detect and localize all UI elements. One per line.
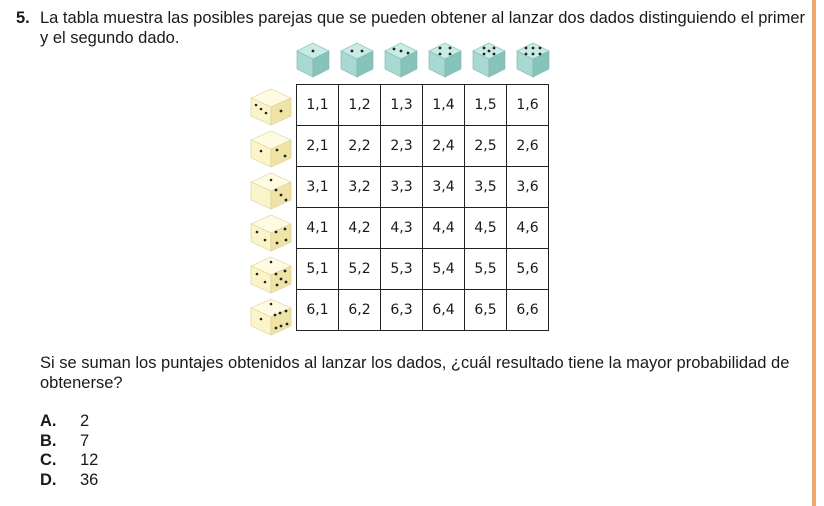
die-icon	[338, 40, 376, 80]
table-cell: 2,5	[465, 126, 507, 167]
die-icon	[248, 212, 294, 254]
table-cell: 5,1	[297, 249, 339, 290]
die-icon	[248, 170, 294, 212]
prompt-line2: obtenerse?	[40, 374, 123, 392]
table-cell: 3,5	[465, 167, 507, 208]
table-cell: 1,1	[297, 85, 339, 126]
table-cell: 6,1	[297, 290, 339, 331]
table-row	[297, 208, 549, 249]
table-cell: 4,6	[507, 208, 549, 249]
option-b[interactable]	[40, 432, 98, 452]
table-cell: 2,6	[507, 126, 549, 167]
option-letter: D.	[40, 470, 57, 489]
outcomes-table	[296, 84, 549, 331]
option-a[interactable]	[40, 412, 98, 432]
option-letter: B.	[40, 431, 57, 450]
table-cell: 6,3	[381, 290, 423, 331]
margin-rule	[812, 0, 816, 506]
question-number: 5.	[16, 9, 30, 27]
question-text-line1: La tabla muestra las posibles parejas que se pueden obtener al lanzar dos dados distinguiendo el primer	[40, 9, 805, 27]
option-value: 12	[80, 451, 99, 469]
die-icon	[514, 40, 552, 80]
table-cell: 4,5	[465, 208, 507, 249]
table-cell: 5,4	[423, 249, 465, 290]
table-cell: 1,4	[423, 85, 465, 126]
die-icon	[248, 86, 294, 128]
table-cell: 6,2	[339, 290, 381, 331]
option-letter: A.	[40, 412, 57, 430]
option-c[interactable]	[40, 451, 98, 471]
table-cell: 2,2	[339, 126, 381, 167]
table-cell: 3,2	[339, 167, 381, 208]
table-cell: 1,5	[465, 85, 507, 126]
table-cell: 3,3	[381, 167, 423, 208]
prompt-line1: Si se suman los puntajes obtenidos al lanzar los dados, ¿cuál resultado tiene la mayor probabilidad de	[40, 354, 790, 372]
table-cell: 3,6	[507, 167, 549, 208]
die-icon	[248, 128, 294, 170]
table-cell: 2,4	[423, 126, 465, 167]
option-d[interactable]	[40, 471, 98, 491]
table-row	[297, 290, 549, 331]
die-icon	[382, 40, 420, 80]
table-cell: 5,2	[339, 249, 381, 290]
question-text-line2: y el segundo dado.	[40, 29, 180, 47]
table-cell: 5,3	[381, 249, 423, 290]
table-cell: 3,4	[423, 167, 465, 208]
option-letter: C.	[40, 451, 57, 469]
table-row	[297, 85, 549, 126]
option-value: 7	[80, 431, 90, 450]
table-cell: 1,6	[507, 85, 549, 126]
die-icon	[248, 254, 294, 296]
table-cell: 5,5	[465, 249, 507, 290]
table-cell: 4,1	[297, 208, 339, 249]
die-icon	[248, 296, 294, 338]
die-icon	[470, 40, 508, 80]
first-die-column	[248, 86, 294, 340]
table-cell: 6,4	[423, 290, 465, 331]
answer-options	[40, 412, 98, 490]
table-cell: 4,4	[423, 208, 465, 249]
table-row	[297, 249, 549, 290]
option-value: 2	[80, 412, 90, 430]
table-cell: 2,1	[297, 126, 339, 167]
die-icon	[294, 40, 332, 80]
table-row	[297, 126, 549, 167]
table-cell: 4,3	[381, 208, 423, 249]
table-row	[297, 167, 549, 208]
question-prompt	[40, 353, 810, 393]
option-value: 36	[80, 470, 99, 489]
table-cell: 6,5	[465, 290, 507, 331]
table-cell: 6,6	[507, 290, 549, 331]
die-icon	[426, 40, 464, 80]
table-cell: 3,1	[297, 167, 339, 208]
second-die-header	[294, 40, 556, 80]
table-cell: 2,3	[381, 126, 423, 167]
table-cell: 1,3	[381, 85, 423, 126]
table-cell: 5,6	[507, 249, 549, 290]
table-cell: 4,2	[339, 208, 381, 249]
table-cell: 1,2	[339, 85, 381, 126]
